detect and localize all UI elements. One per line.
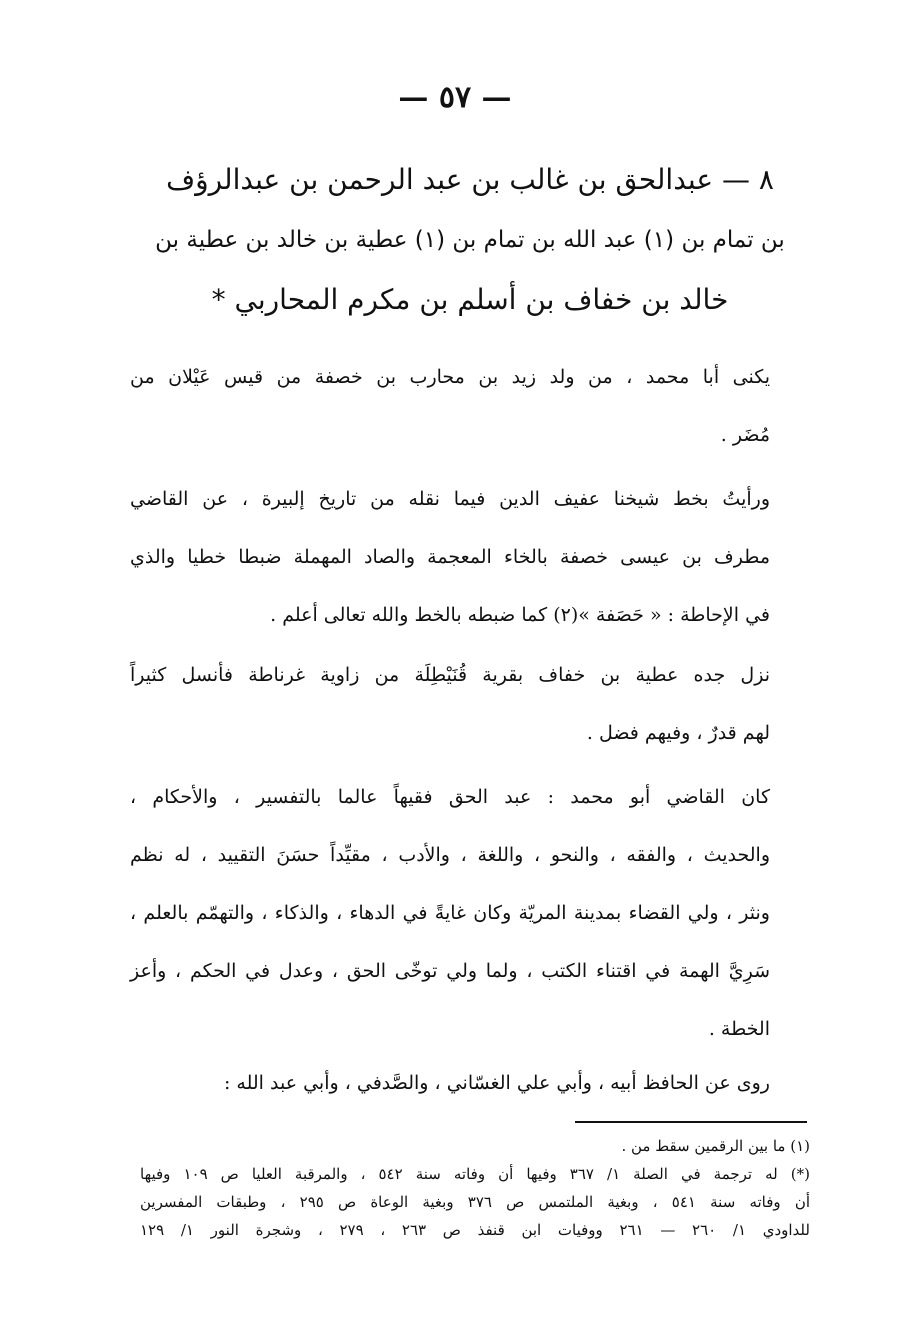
paragraph-biography	[130, 768, 770, 1058]
footnote-line: (*) له ترجمة في الصلة ١/ ٣٦٧ وفيها أن وفاته سنة ٥٤٢ ، والمرقبة العليا ص ١٠٩ وفيها	[140, 1165, 810, 1183]
footnote-line: أن وفاته سنة ٥٤١ ، وبغية الملتمس ص ٣٧٦ وبغية الوعاة ص ٢٩٥ ، وطبقات المفسرين	[140, 1193, 811, 1211]
paragraph-line: ونثر ، ولي القضاء بمدينة المريّة وكان غايةً في الدهاء ، والذكاء ، والتهمّم بالعلم ،	[130, 902, 770, 924]
paragraph-line: مطرف بن عيسى خصفة بالخاء المعجمة والصاد المهملة ضبطا خطيا والذي	[130, 546, 770, 568]
paragraph-line: الخطة .	[708, 1018, 770, 1040]
paragraph-line: نزل جده عطية بن خفاف بقرية قُنَيْطِلَة من زاوية غرناطة فأنسل كثيراً	[130, 664, 770, 686]
footnote-divider	[575, 1121, 807, 1123]
paragraph-teachers	[130, 1054, 770, 1112]
paragraph-line: لهم قدرٌ ، وفيهم فضل .	[586, 722, 770, 744]
entry-heading	[150, 150, 790, 330]
paragraph-line: في الإحاطة : « حَصَفة »(٢) كما ضبطه بالخط والله تعالى أعلم .	[270, 604, 770, 626]
page-number: — ٥٧ —	[398, 80, 512, 115]
footnote-line: للداودي ١/ ٢٦٠ — ٢٦١ ووفيات ابن قنفذ ص ٢٦٣ ، ٢٧٩ ، وشجرة النور ١/ ١٢٩	[140, 1221, 810, 1239]
paragraph-spelling-note	[130, 470, 770, 644]
paragraph-line: مُضَر .	[720, 424, 770, 446]
heading-line: بن تمام بن (١) عبد الله بن تمام بن (١) عطية بن خالد بن عطية بن	[155, 227, 785, 253]
heading-line: ٨ — عبدالحق بن غالب بن عبد الرحمن بن عبدالرؤف	[166, 163, 774, 196]
paragraph-ancestry	[130, 646, 770, 762]
footnote-line: (١) ما بين الرقمين سقط من .	[621, 1137, 810, 1155]
paragraph-line: سَرِيَّ الهمة في اقتناء الكتب ، ولما ولي توخّى الحق ، وعدل في الحكم ، وأعز	[130, 960, 770, 982]
paragraph-line: يكنى أبا محمد ، من ولد زيد بن محارب بن خصفة من قيس عَيْلان من	[130, 366, 770, 388]
paragraph-line: والحديث ، والفقه ، والنحو ، واللغة ، والأدب ، مقيِّداً حسَنَ التقييد ، له نظم	[130, 844, 770, 866]
paragraph-line: روى عن الحافظ أبيه ، وأبي علي الغسّاني ، والصَّدفي ، وأبي عبد الله :	[223, 1072, 770, 1094]
paragraph-line: ورأيتُ بخط شيخنا عفيف الدين فيما نقله من تاريخ إلبيرة ، عن القاضي	[130, 488, 770, 510]
paragraph-line: كان القاضي أبو محمد : عبد الحق فقيهاً عالما بالتفسير ، والأحكام ،	[130, 786, 770, 808]
heading-line: خالد بن خفاف بن أسلم بن مكرم المحاربي *	[211, 283, 729, 316]
footnotes	[140, 1132, 810, 1244]
paragraph-kunya	[130, 348, 770, 464]
